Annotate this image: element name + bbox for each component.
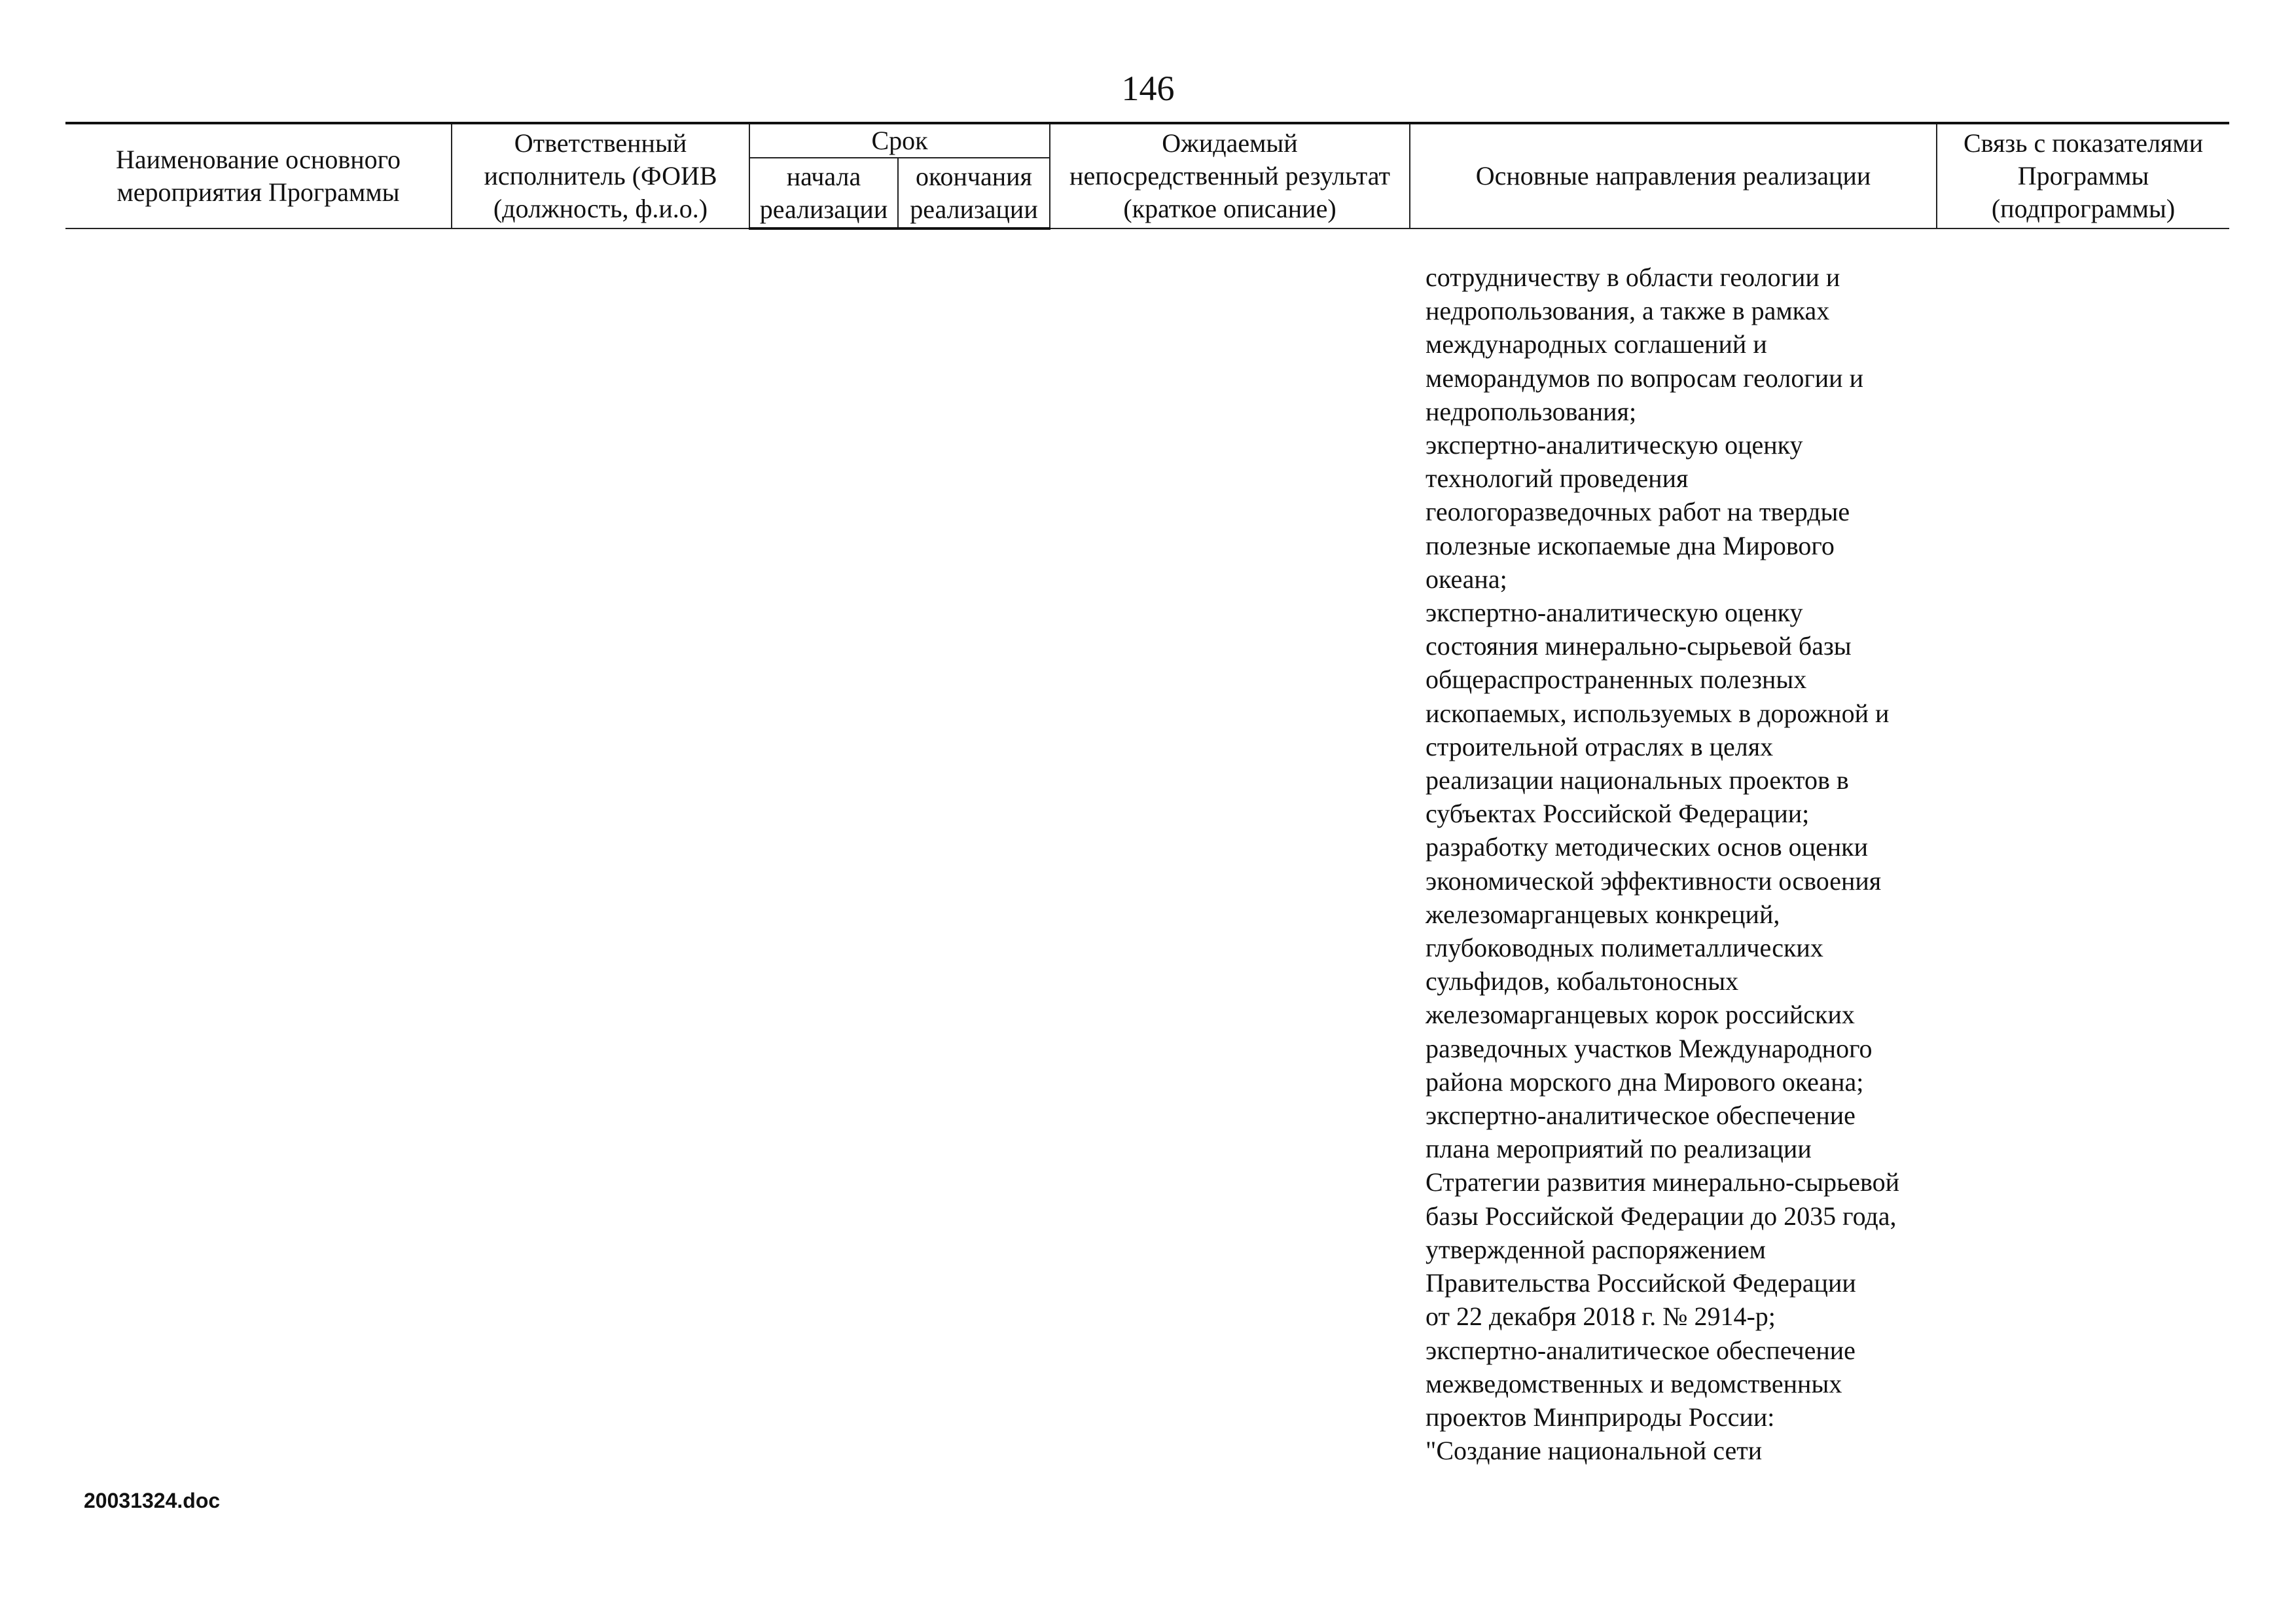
text-line: субъектах Российской Федерации; — [1426, 799, 1810, 829]
text-line: полезные ископаемые дна Мирового — [1426, 530, 1835, 560]
header-program-activity-name: Наименование основного мероприятия Программы — [65, 123, 452, 228]
header-responsible-executor: Ответственный исполнитель (ФОИВ (должность, ф.и.о.) — [452, 123, 749, 228]
text-line: "Создание национальной сети — [1426, 1436, 1763, 1466]
text-line: межведомственных и ведомственных — [1426, 1368, 1842, 1398]
text-line: недропользования, а также в рамках — [1426, 296, 1830, 326]
text-line: сотрудничеству в области геологии и — [1426, 263, 1840, 292]
table-header — [65, 122, 2229, 230]
text-line: от 22 декабря 2018 г. № 2914-р; — [1426, 1302, 1776, 1332]
text-line: экспертно-аналитическое обеспечение — [1426, 1101, 1856, 1131]
text-line: недропользования; — [1426, 396, 1637, 426]
text-line: базы Российской Федерации до 2035 года, — [1426, 1201, 1897, 1231]
text-line: района морского дна Мирового океана; — [1426, 1067, 1864, 1097]
text-line: разработку методических основ оценки — [1426, 832, 1869, 862]
text-line: океана; — [1426, 564, 1507, 594]
text-line: технологий проведения — [1426, 464, 1689, 494]
text-line: утвержденной распоряжением — [1426, 1234, 1766, 1264]
text-line: экспертно-аналитическую оценку — [1426, 430, 1803, 460]
header-indicator-link: Связь с показателями Программы (подпрограммы) — [1937, 123, 2229, 228]
text-line: состояния минерально-сырьевой базы — [1426, 631, 1852, 661]
text-line: экспертно-аналитическое обеспечение — [1426, 1335, 1856, 1365]
text-line: реализации национальных проектов в — [1426, 765, 1849, 795]
header-term-start: начала реализации — [749, 158, 898, 228]
document-filename: 20031324.doc — [84, 1489, 221, 1512]
header-expected-result: Ожидаемый непосредственный результат (краткое описание) — [1050, 123, 1410, 228]
page-number: 146 — [1121, 69, 1175, 108]
text-line: ископаемых, используемых в дорожной и — [1426, 698, 1890, 728]
text-line: сульфидов, кобальтоносных — [1426, 966, 1739, 996]
text-line: международных соглашений и — [1426, 329, 1767, 359]
text-line: проектов Минприроды России: — [1426, 1402, 1775, 1432]
text-line: плана мероприятий по реализации — [1426, 1134, 1812, 1164]
text-line: железомарганцевых корок российских — [1426, 1000, 1855, 1030]
text-line: Стратегии развития минерально-сырьевой — [1426, 1167, 1899, 1197]
header-term-end: окончания реализации — [898, 158, 1050, 228]
text-line: разведочных участков Международного — [1426, 1033, 1873, 1063]
text-line: строительной отраслях в целях — [1426, 731, 1774, 761]
text-line: меморандумов по вопросам геологии и — [1426, 363, 1863, 393]
text-line: глубоководных полиметаллических — [1426, 933, 1823, 963]
header-main-directions: Основные направления реализации — [1410, 123, 1937, 228]
text-line: общераспространенных полезных — [1426, 665, 1807, 695]
header-term: Срок — [749, 123, 1050, 158]
main-directions-text — [1426, 261, 1949, 1467]
text-line: геологоразведочных работ на твердые — [1426, 497, 1850, 527]
text-line: экспертно-аналитическую оценку — [1426, 598, 1803, 628]
text-line: железомарганцевых конкреций, — [1426, 899, 1780, 929]
text-line: Правительства Российской Федерации — [1426, 1268, 1856, 1298]
text-line: экономической эффективности освоения — [1426, 866, 1882, 896]
